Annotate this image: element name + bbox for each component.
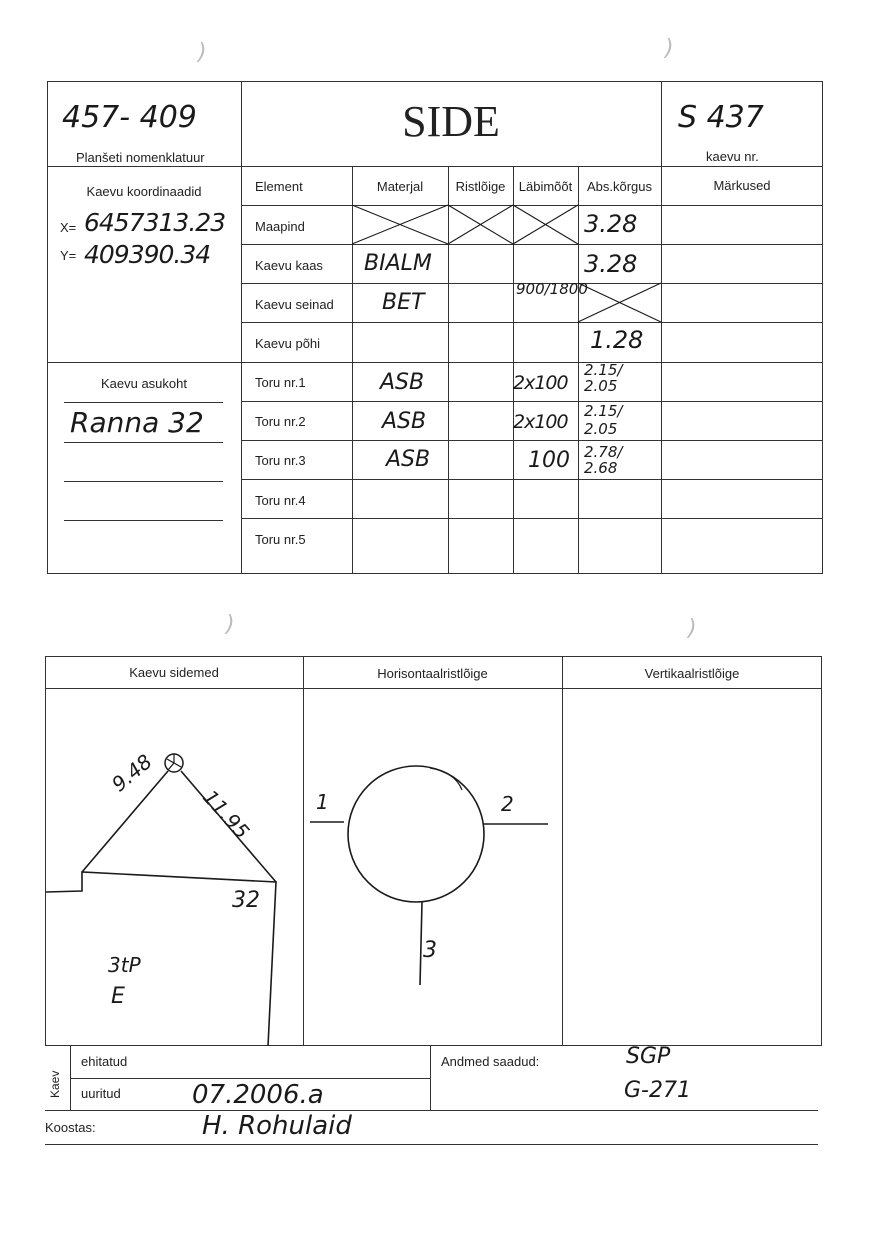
cell-labimoot: 2x100	[513, 372, 568, 394]
house-number: 32	[232, 888, 260, 913]
mark-3tp: 3tP	[108, 953, 141, 977]
col-labimoot: Läbimõõt	[518, 179, 573, 194]
page-title: SIDE	[402, 97, 500, 146]
horisontaal-header: Horisontaalristlõige	[377, 666, 488, 681]
kaev-side-label: Kaev	[48, 1070, 62, 1098]
divider	[70, 1078, 430, 1079]
punch-mark: )	[665, 36, 674, 61]
y-coordinate: 409390.34	[84, 240, 211, 269]
divider	[430, 1046, 431, 1110]
punch-mark: )	[226, 612, 235, 637]
cell-abs: 1.28	[590, 326, 644, 354]
cell-abs: 2.78/ 2.68	[584, 443, 623, 477]
coordinates-label: Kaevu koordinaadid	[86, 184, 202, 199]
pipe-1-label: 1	[316, 790, 329, 814]
vertikaal-header: Vertikaalristlõige	[644, 666, 740, 681]
col-materjal: Materjal	[376, 179, 424, 194]
col-markused: Märkused	[713, 178, 771, 193]
author-label: Koostas:	[45, 1120, 96, 1135]
cell-labimoot: 100	[528, 448, 570, 473]
row-label: Kaevu kaas	[255, 258, 323, 273]
pipe-3-label: 3	[423, 938, 437, 963]
cell-abs: 3.28	[584, 210, 638, 238]
row-label: Toru nr.4	[255, 493, 306, 508]
data-source-label: Andmed saadud:	[441, 1054, 540, 1069]
author-signature: H. Rohulaid	[202, 1111, 352, 1141]
surveyed-value: 07.2006.a	[192, 1080, 324, 1110]
distance-left: 9.48	[107, 749, 157, 797]
row-label: Toru nr.5	[255, 532, 306, 547]
row-label: Toru nr.2	[255, 414, 306, 429]
sidemed-header: Kaevu sidemed	[129, 665, 219, 680]
cell-materjal: BIALM	[364, 251, 432, 276]
punch-mark: )	[688, 616, 697, 641]
data-source-1: SGP	[626, 1044, 671, 1069]
row-label: Kaevu seinad	[255, 297, 334, 312]
col-ristloige: Ristlõige	[455, 179, 506, 194]
row-label: Toru nr.3	[255, 453, 306, 468]
row-label: Kaevu põhi	[255, 336, 321, 351]
cell-abs: 3.28	[584, 250, 638, 278]
location-value: Ranna 32	[70, 406, 204, 439]
x-prefix: X=	[60, 220, 77, 235]
col-element: Element	[255, 179, 303, 194]
mark-e: E	[111, 984, 125, 1009]
plan-label: Planšeti nomenklatuur	[76, 150, 205, 165]
cell-abs: 2.15/ 2.05	[584, 402, 623, 438]
y-prefix: Y=	[60, 248, 77, 263]
well-label: kaevu nr.	[706, 149, 759, 164]
well-circle	[348, 766, 484, 902]
distance-right: 11.95	[198, 785, 255, 844]
plan-number: 457- 409	[62, 100, 197, 135]
cell-labimoot: 2x100	[513, 411, 568, 433]
x-coordinate: 6457313.23	[84, 208, 226, 237]
pipe-3-line	[420, 902, 422, 985]
well-number: S 437	[678, 100, 764, 135]
cell-materjal: BET	[382, 290, 425, 315]
col-abs-korgus: Abs.kõrgus	[586, 179, 653, 194]
cell-abs: 2.15/ 2.05	[584, 361, 623, 395]
punch-mark: )	[198, 40, 207, 65]
divider	[45, 1110, 818, 1111]
divider	[45, 1144, 818, 1145]
row-label: Maapind	[255, 219, 305, 234]
cell-labimoot: 900/1800	[516, 280, 588, 298]
row-label: Toru nr.1	[255, 375, 306, 390]
built-label: ehitatud	[81, 1054, 128, 1069]
surveyed-label: uuritud	[81, 1086, 121, 1101]
location-label: Kaevu asukoht	[100, 376, 187, 391]
cell-materjal: ASB	[380, 370, 425, 395]
data-source-2: G-271	[624, 1078, 691, 1103]
cell-materjal: ASB	[386, 447, 431, 472]
pipe-2-label: 2	[501, 792, 514, 816]
cell-materjal: ASB	[382, 409, 427, 434]
